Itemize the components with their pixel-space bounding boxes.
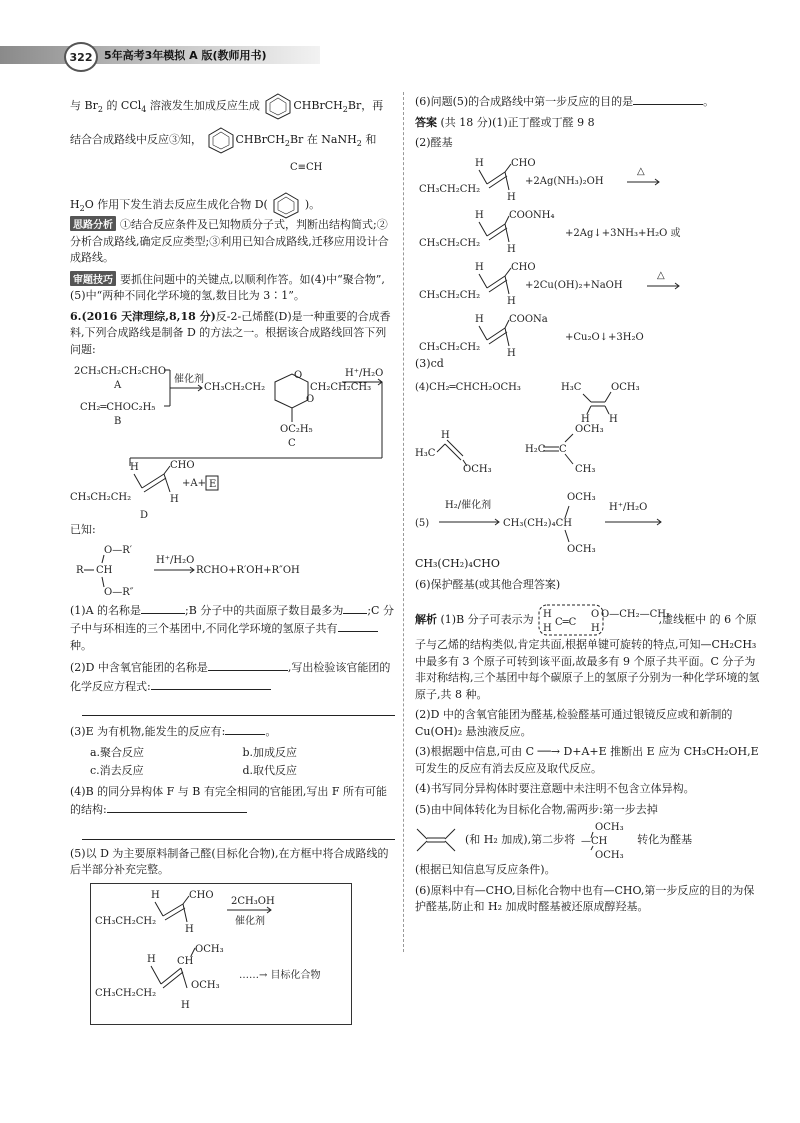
explanation-3: (3)根据题中信息,可由 C ──→ D+A+E 推断出 E 应为 CH₃CH₂OH,E 可发生的反应有消去反应及取代反应。 [415, 745, 759, 775]
question-6: (6)问题(5)的合成路线中第一步反应的目的是 。 [415, 92, 760, 111]
svg-text:H: H [609, 414, 618, 425]
acetal-icon [581, 820, 631, 860]
svg-text:H⁺/H₂O: H⁺/H₂O [345, 368, 384, 379]
svg-text:OCH₃: OCH₃ [195, 943, 224, 955]
svg-text:COONH₄: COONH₄ [509, 209, 555, 221]
svg-text:H: H [475, 209, 484, 221]
svg-text:CH₃CH₂CH₂: CH₃CH₂CH₂ [70, 492, 132, 503]
answer-3: (3)cd [415, 356, 444, 370]
svg-text:H: H [591, 623, 600, 634]
svg-text:H: H [543, 609, 552, 620]
svg-text:OCH₃: OCH₃ [567, 492, 596, 503]
left-column [70, 92, 395, 1025]
svg-text:OCH₃: OCH₃ [191, 979, 220, 991]
svg-text:CH₃: CH₃ [575, 464, 596, 475]
svg-text:(5): (5) [415, 518, 430, 529]
answer-4-structures [415, 376, 760, 486]
explanation-tag: 解析 [415, 613, 437, 626]
svg-text:CH₃CH₂CH₂: CH₃CH₂CH₂ [204, 382, 266, 393]
para-compound-d: C≡CH $H_2O$ 作用下发生消去反应生成化合物 D( )。 [70, 160, 395, 212]
answer-5-end: CH₃(CH₂)₄CHO [415, 557, 500, 570]
svg-text:H: H [151, 889, 160, 901]
svg-text:H: H [581, 414, 590, 425]
svg-text:OCH₃: OCH₃ [611, 382, 640, 393]
svg-text:+2Ag↓+3NH₃+H₂O 或: +2Ag↓+3NH₃+H₂O 或 [565, 227, 681, 239]
question-5: (5)以 D 为主要原料制备己醛(目标化合物),在方框中将合成路线的后半部分补充完整。 [70, 846, 389, 876]
option-a[interactable]: a.聚合反应 [90, 745, 145, 759]
svg-text:H: H [543, 623, 552, 634]
svg-text:H⁺/H₂O: H⁺/H₂O [156, 554, 195, 566]
answer-blank[interactable] [151, 677, 271, 690]
answer-tag: 答案 [415, 115, 437, 129]
answer-blank[interactable] [633, 92, 703, 105]
svg-text:H: H [507, 191, 516, 203]
svg-text:H: H [181, 999, 190, 1011]
explanation-1: 解析 (1)B 分子可表示为 H H C═C O H O—CH₂—CH₃ ,虚线框中 的 6 个原子与乙烯的结构类似,肯定共面,根据单键可旋转的特点,可知—CH₂CH₃ 中最多有 3 个原子可转到该平面,故最多有 9 个原子共平面。C 分子为非对称结构,三个基团中每个碳原子上的氢原子分别为一种化学环境的氢原子,共 8 种。 [415, 603, 760, 703]
thinking-analysis: 思路分析 ①结合反应条件及已知物质分子式，判断出结构简式;②分析合成路线,确定反应类型;③利用已知合成路线,迁移应用设计合成路线。 [70, 218, 389, 264]
question-2: (2)D 中含氧官能团的名称是 ,写出检验该官能团的化学反应方程式: [70, 658, 395, 695]
svg-text:CH: CH [96, 564, 113, 576]
column-divider [403, 92, 404, 952]
question-4: (4)B 的同分异构体 F 与 B 有完全相同的官能团,写出 F 所有可能的结构: [70, 784, 387, 816]
svg-text:H: H [130, 462, 139, 473]
svg-text:+2Ag(NH₃)₂OH: +2Ag(NH₃)₂OH [525, 175, 604, 187]
svg-text:H₃C: H₃C [415, 448, 436, 459]
svg-text:OC₂H₅: OC₂H₅ [280, 424, 313, 435]
answer-blank[interactable] [141, 601, 185, 614]
svg-text:H: H [507, 243, 516, 255]
question-3: (3)E 为有机物,能发生的反应有: 。 [70, 722, 395, 741]
svg-text:H: H [475, 261, 484, 273]
svg-text:2CH₃OH: 2CH₃OH [231, 895, 275, 907]
compound-b: CH₂═CHOC₂H₅ [80, 402, 156, 413]
svg-text:H⁺/H₂O: H⁺/H₂O [609, 502, 648, 513]
alkene-icon [415, 825, 459, 855]
answer-blank[interactable] [107, 800, 247, 813]
answer-2: (2)醛基 [415, 136, 453, 149]
svg-text:CH: CH [177, 955, 194, 967]
right-column [415, 92, 760, 920]
svg-text:O: O [294, 370, 303, 381]
svg-text:OCH₃: OCH₃ [575, 424, 604, 435]
svg-text:H: H [507, 295, 516, 307]
question-3-options [70, 745, 395, 780]
svg-text:O—R″: O—R″ [104, 586, 134, 598]
svg-text:OCH₃: OCH₃ [463, 464, 492, 475]
answer-equations [415, 156, 760, 359]
question-6-intro: 6.(2016 天津理综,8,18 分)反-2-己烯醛(D)是一种重要的合成香料,下列合成路线是制备 D 的方法之一。根据该合成路线回答下列问题: [70, 309, 391, 356]
svg-text:CHO: CHO [511, 157, 536, 169]
known-label: 已知: [70, 523, 96, 536]
svg-text:△: △ [657, 269, 665, 281]
answer-line[interactable] [82, 823, 395, 840]
svg-text:CH₂CH₂CH₃: CH₂CH₂CH₃ [310, 382, 372, 393]
option-b[interactable]: b.加成反应 [242, 745, 298, 759]
tag-shenti: 审题技巧 [70, 271, 116, 286]
option-d[interactable]: d.取代反应 [242, 764, 298, 777]
svg-text:O: O [306, 394, 315, 405]
synthesis-box[interactable] [90, 883, 352, 1025]
svg-text:CH₃CH₂CH₂: CH₃CH₂CH₂ [419, 237, 481, 249]
svg-text:H: H [507, 347, 516, 359]
svg-text:CHO: CHO [170, 460, 195, 471]
svg-text:CH₃CH₂CH₂: CH₃CH₂CH₂ [95, 987, 157, 999]
svg-text:OCH₃: OCH₃ [567, 544, 596, 555]
svg-text:H: H [475, 313, 484, 325]
svg-text:—CH: —CH [581, 836, 608, 847]
para-bromination: 与 $Br_2$ 的 CCl$_4$ 溶液发生加成反应生成 CHBrCH$_2$Br，再 [70, 92, 395, 122]
svg-text:O: O [591, 609, 600, 620]
b-molecule-diagram [537, 603, 671, 637]
page-number: 322 [64, 42, 98, 72]
answer-blank[interactable] [225, 722, 265, 735]
svg-text:+2Cu(OH)₂+NaOH: +2Cu(OH)₂+NaOH [525, 279, 623, 291]
answer-heading: 答案 (共 18 分)(1)正丁醛或丁醛 9 8 [415, 115, 595, 129]
svg-text:H₂C: H₂C [525, 444, 546, 455]
svg-text:C: C [559, 444, 567, 455]
answer-blank[interactable] [343, 601, 367, 614]
label-b: B [114, 416, 122, 427]
svg-text:+A+: +A+ [182, 478, 206, 489]
known-reaction [70, 543, 395, 601]
box-scheme [91, 884, 351, 1024]
svg-text:CH₃CH₂CH₂: CH₃CH₂CH₂ [419, 341, 481, 353]
answer-6: (6)保护醛基(或其他合理答案) [415, 577, 561, 591]
para-elimination: 结合合成路线中反应③知， CHBrCH$_2$Br 在 NaNH$_2$ 和 [70, 126, 395, 156]
explanation-5: (5)由中间体转化为目标化合物,需两步:第一步去掉 (和 H₂ 加成),第二步将 OCH₃ —CH OCH₃ 转化为醛基 (根据已知信息写反应条件)。 [415, 802, 693, 876]
svg-text:CH₃CH₂CH₂: CH₃CH₂CH₂ [419, 289, 481, 301]
svg-text:(4)CH₂═CHCH₂OCH₃: (4)CH₂═CHCH₂OCH₃ [415, 382, 521, 393]
explanation-2: (2)D 中的含氧官能团为醛基,检验醛基可通过银镜反应或和新制的 Cu(OH)₂ 悬浊液反应。 [415, 708, 733, 738]
svg-text:H: H [185, 923, 194, 935]
svg-text:E: E [209, 479, 217, 490]
book-title: 5年高考3年模拟 A 版(教师用书) [104, 49, 267, 62]
answer-blank[interactable] [338, 619, 378, 632]
phenylacetylene-icon [271, 190, 301, 220]
page-header [0, 40, 800, 70]
svg-text:OCH₃: OCH₃ [595, 822, 624, 833]
exam-tips: 审题技巧 要抓住问题中的关键点,以顺利作答。如(4)中“聚合物”,(5)中“两种不同化学环境的氢,数目比为 3∶1”。 [70, 272, 385, 302]
benzene-ring-icon [206, 126, 236, 154]
question-1: (1)A 的名称是 ;B 分子中的共面原子数目最多为 ;C 分子中与环相连的三个基团中,不同化学环境的氢原子共有种。 [70, 601, 395, 655]
svg-text:D: D [140, 510, 149, 521]
svg-text:C: C [288, 438, 296, 449]
svg-text:催化剂: 催化剂 [235, 915, 265, 927]
synthesis-scheme [70, 362, 395, 522]
svg-text:H: H [441, 430, 450, 441]
answer-5-route [415, 486, 760, 556]
svg-text:H₂/催化剂: H₂/催化剂 [445, 500, 492, 511]
svg-text:CH₃(CH₂)₄CH: CH₃(CH₂)₄CH [503, 518, 572, 529]
explanation-6: (6)原料中有—CHO,目标化合物中也有—CHO,第一步反应的目的为保护醛基,防止和 H₂ 加成时醛基被还原成醇羟基。 [415, 883, 755, 913]
svg-text:+Cu₂O↓+3H₂O: +Cu₂O↓+3H₂O [565, 331, 644, 343]
svg-text:RCHO+R′OH+R″OH: RCHO+R′OH+R″OH [196, 564, 300, 576]
svg-text:CHO: CHO [189, 889, 214, 901]
explanation-4: (4)书写同分异构体时要注意题中未注明不包含立体异构。 [415, 782, 695, 795]
compound-a: 2CH₃CH₂CH₂CHO [74, 366, 167, 377]
option-c[interactable]: c.消去反应 [90, 764, 144, 777]
svg-text:O—CH₂—CH₃: O—CH₂—CH₃ [601, 609, 671, 620]
svg-text:CH₃CH₂CH₂: CH₃CH₂CH₂ [419, 183, 481, 195]
svg-text:COONa: COONa [509, 313, 548, 325]
svg-text:O—R′: O—R′ [104, 544, 132, 556]
svg-text:CH₃CH₂CH₂: CH₃CH₂CH₂ [95, 915, 157, 927]
tag-silu: 思路分析 [70, 216, 116, 231]
svg-text:催化剂: 催化剂 [174, 374, 204, 385]
svg-text:CHO: CHO [511, 261, 536, 273]
label-a: A [114, 380, 122, 391]
svg-text:R: R [76, 564, 84, 576]
benzene-ring-icon [263, 92, 293, 120]
svg-text:……→ 目标化合物: ……→ 目标化合物 [239, 969, 321, 981]
svg-text:C═C: C═C [555, 617, 577, 628]
svg-text:H: H [475, 157, 484, 169]
svg-text:H: H [147, 953, 156, 965]
svg-text:H: H [170, 494, 179, 505]
answer-line[interactable] [82, 699, 395, 716]
svg-text:OCH₃: OCH₃ [595, 850, 624, 861]
svg-text:H₃C: H₃C [561, 382, 582, 393]
answer-blank[interactable] [208, 658, 288, 671]
svg-text:△: △ [637, 165, 645, 177]
